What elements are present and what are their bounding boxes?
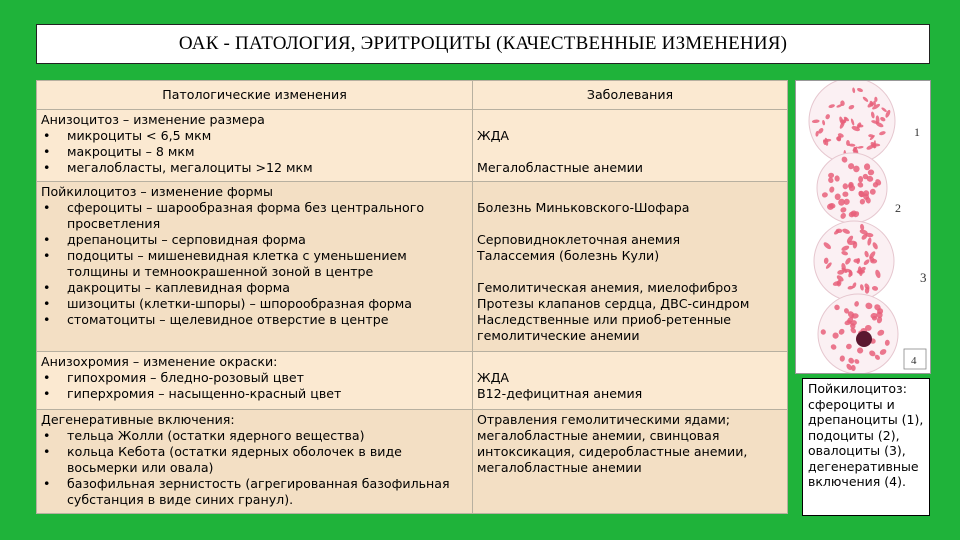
list-item: • стоматоциты – щелевидное отверстие в центре — [41, 312, 468, 328]
row-heading: Пойкилоцитоз – изменение формы — [41, 184, 273, 199]
list-item: • дакроциты – каплевидная форма — [41, 280, 468, 296]
list-item: • тельца Жолли (остатки ядерного вещества) — [41, 428, 468, 444]
changes-cell — [37, 352, 473, 410]
smear-1 — [809, 81, 920, 164]
disease-text: Протезы клапанов сердца, ДВС-синдром — [477, 296, 750, 311]
list-item: • мегалобласты, мегалоциты >12 мкм — [41, 160, 468, 176]
red-blood-cell — [828, 173, 834, 178]
disease-text: Наследственные или приоб-ретенные гемолитические анемии — [477, 312, 732, 343]
red-blood-cell — [857, 270, 865, 274]
list-item: • сфероциты – шарообразная форма без центрального просветления — [41, 200, 468, 232]
header-diseases: Заболевания — [473, 81, 788, 110]
changes-cell — [37, 410, 473, 514]
figure-caption: Пойкилоцитоз: сфероциты и дрепаноциты (1), подоциты (2), овалоциты (3), дегенеративные включения (4). — [802, 378, 930, 516]
list-item: • дрепаноциты – серповидная форма — [41, 232, 468, 248]
page-title: ОАК - ПАТОЛОГИЯ, ЭРИТРОЦИТЫ (КАЧЕСТВЕННЫЕ ИЗМЕНЕНИЯ) — [178, 33, 788, 54]
smear-3 — [814, 221, 927, 301]
list-item: • базофильная зернистость (агрегированная базофильная субстанция в виде синих гранул). — [41, 476, 468, 508]
table-row — [37, 182, 788, 352]
list-item: • гипохромия – бледно-розовый цвет — [41, 370, 468, 386]
list-item: • макроциты – 8 мкм — [41, 144, 468, 160]
disease-text: Болезнь Миньковского-Шофара — [477, 200, 690, 215]
disease-text: Мегалобластные анемии — [477, 160, 643, 175]
table-row — [37, 352, 788, 410]
figure-label-2: 2 — [895, 201, 901, 215]
row-heading: Анизохромия – изменение окраски: — [41, 354, 278, 369]
figure-label-1: 1 — [914, 125, 920, 139]
changes-cell — [37, 110, 473, 182]
changes-cell — [37, 182, 473, 352]
list-item: • микроциты < 6,5 мкм — [41, 128, 468, 144]
row-heading: Анизоцитоз – изменение размера — [41, 112, 265, 127]
blood-smear-figure — [795, 80, 931, 374]
disease-text: ЖДА — [477, 370, 510, 385]
red-blood-cell — [842, 192, 848, 197]
pathology-table — [36, 80, 788, 514]
title-box — [36, 24, 930, 64]
disease-text: В12-дефицитная анемия — [477, 386, 643, 401]
list-item: • гиперхромия – насыщенно-красный цвет — [41, 386, 468, 402]
list-item: • подоциты – мишеневидная клетка с уменьшением толщины и темноокрашенной зоной в центре — [41, 248, 468, 280]
row-heading: Дегенеративные включения: — [41, 412, 235, 427]
smear-4 — [818, 294, 926, 373]
smear-2 — [817, 153, 901, 223]
diseases-cell — [473, 410, 788, 514]
dark-cell — [856, 331, 872, 347]
table-row — [37, 110, 788, 182]
figure-label-4: 4 — [911, 355, 917, 367]
disease-text: Гемолитическая анемия, миелофиброз — [477, 280, 738, 295]
list-item: • кольца Кебота (остатки ядерных оболочек в виде восьмерки или овала) — [41, 444, 468, 476]
diseases-cell — [473, 110, 788, 182]
blood-smear-svg — [796, 81, 930, 373]
table-row — [37, 410, 788, 514]
list-item: • шизоциты (клетки-шпоры) – шпорообразная форма — [41, 296, 468, 312]
disease-text: Отравления гемолитическими ядами; мегалобластные анемии, свинцовая интоксикация, сидеробластные анемии, мегалобластные анемии — [477, 412, 748, 475]
diseases-cell — [473, 182, 788, 352]
disease-text: Серповидноклеточная анемия — [477, 232, 681, 247]
header-changes: Патологические изменения — [37, 81, 473, 110]
disease-text: ЖДА — [477, 128, 510, 143]
figure-label-3: 3 — [920, 270, 927, 285]
diseases-cell — [473, 352, 788, 410]
disease-text: Талассемия (болезнь Кули) — [477, 248, 660, 263]
